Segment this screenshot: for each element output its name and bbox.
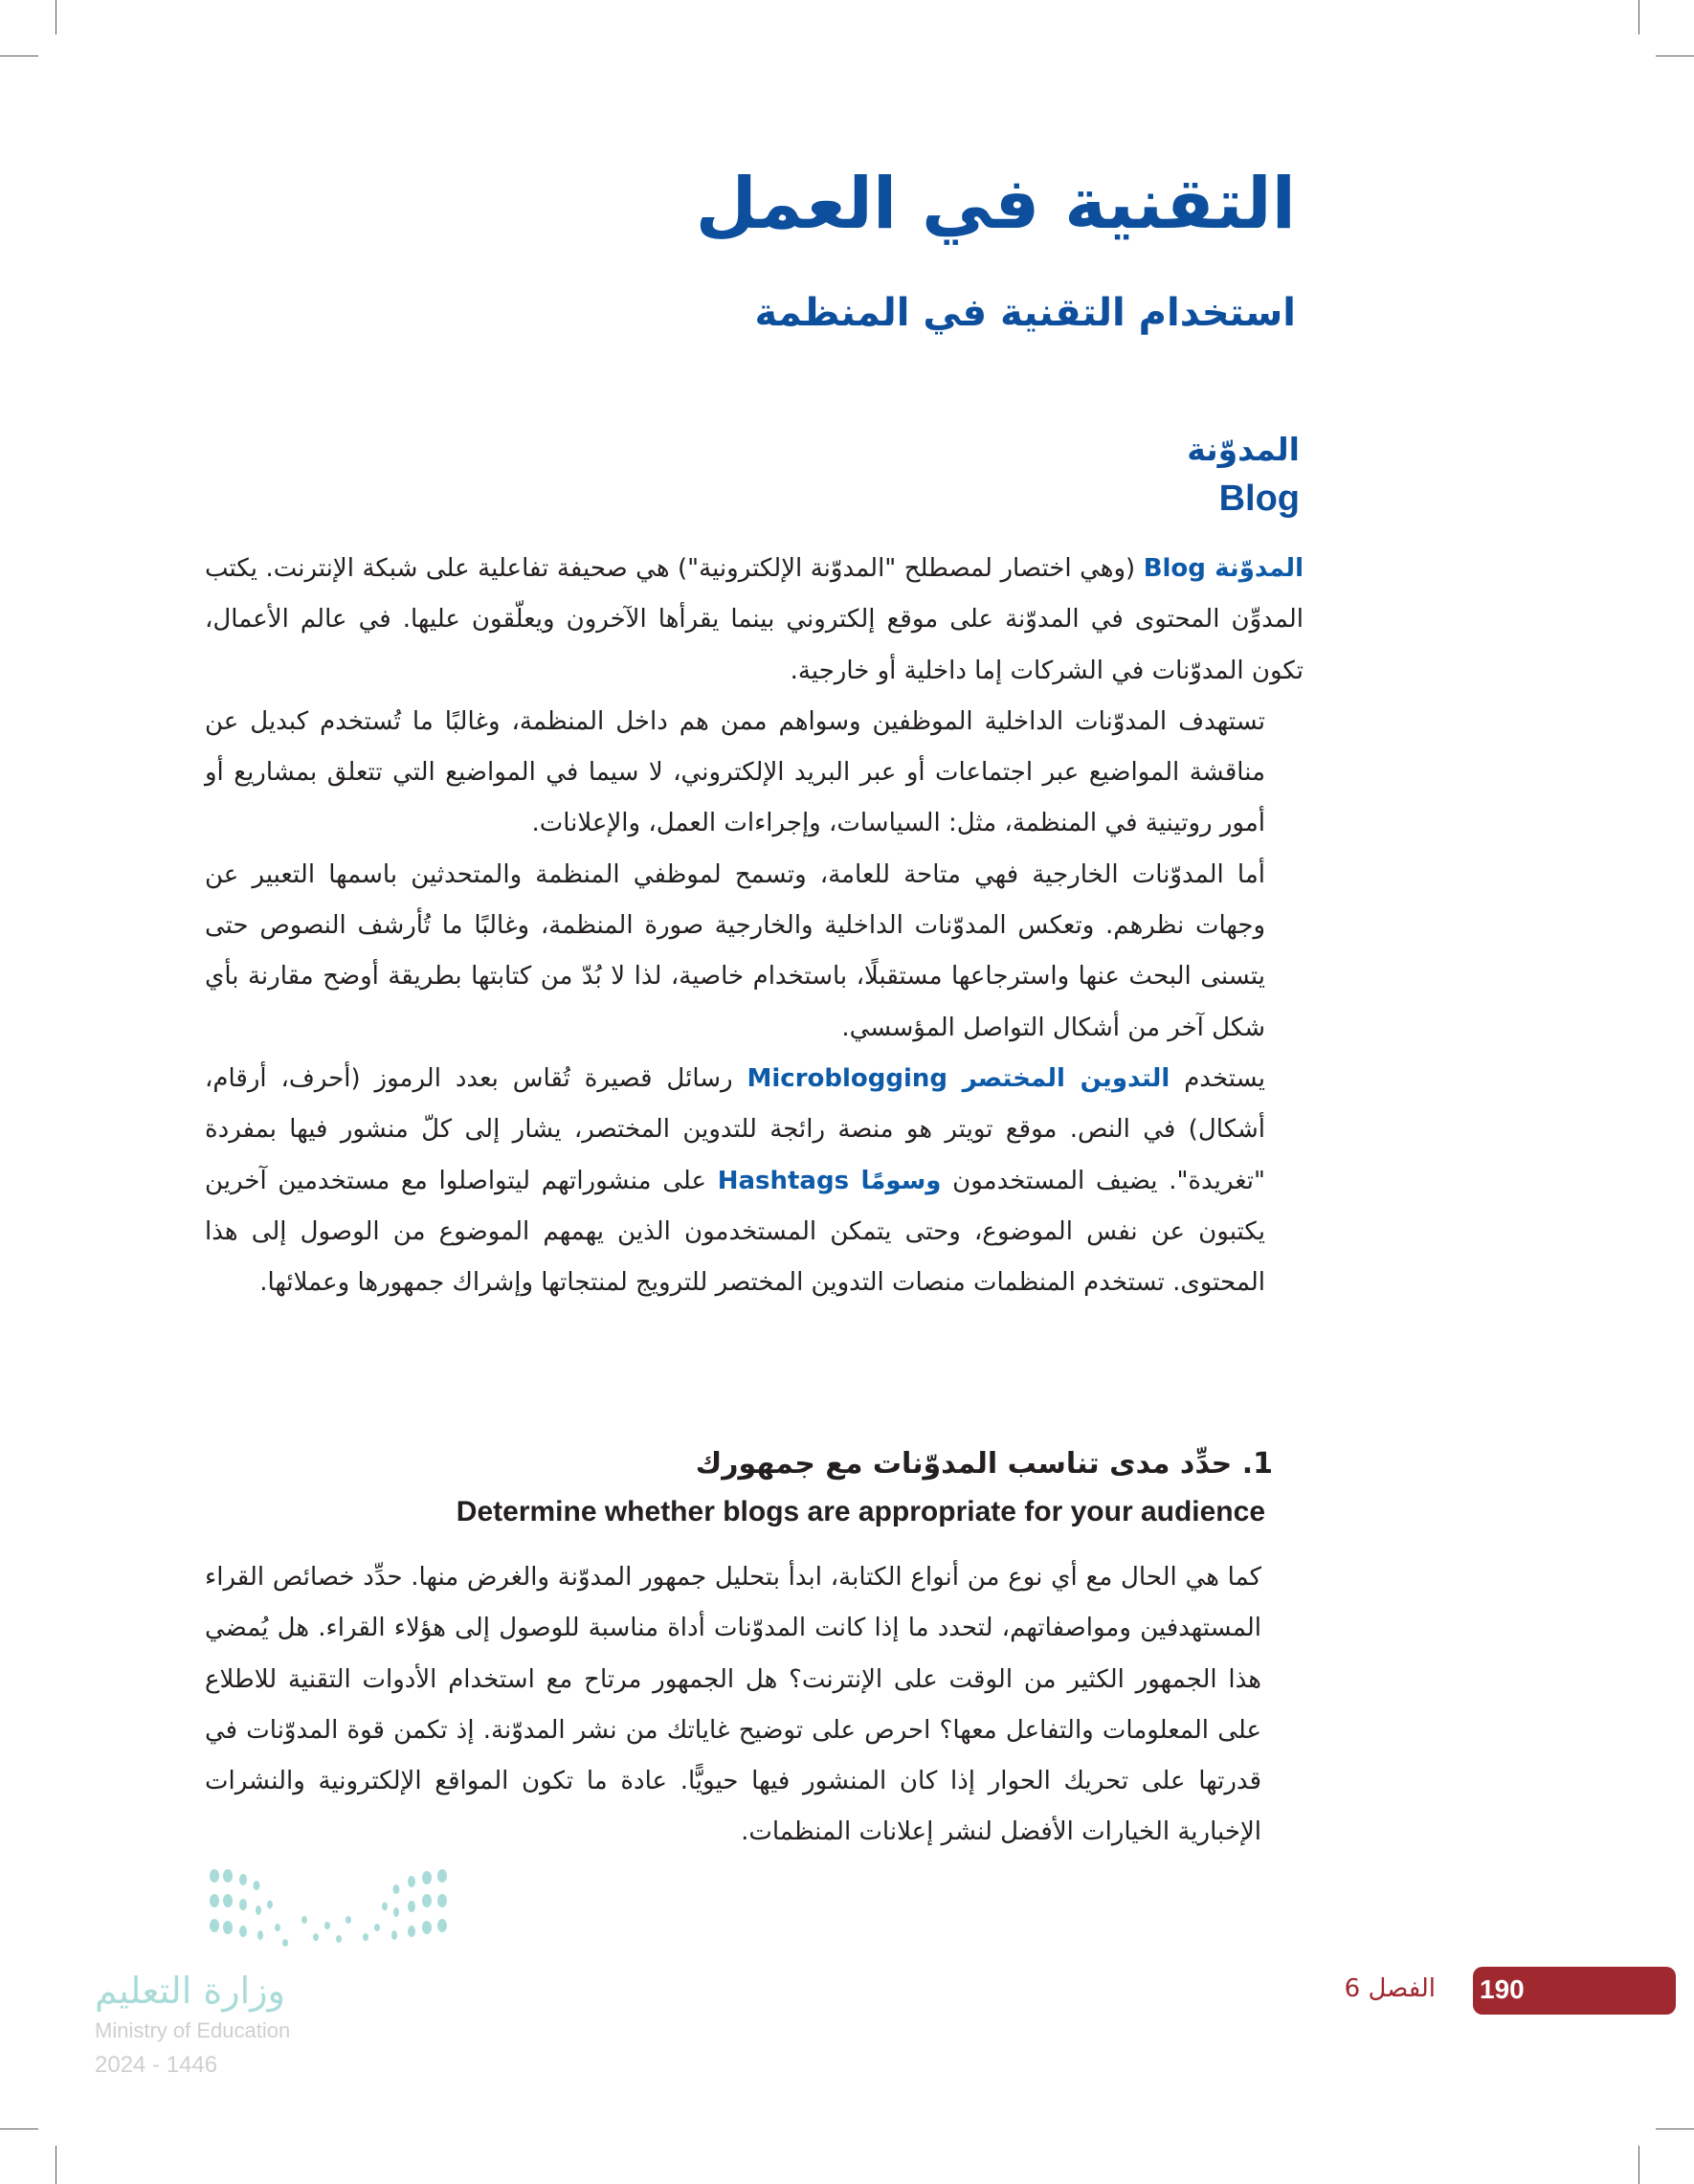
page-title: التقنية في العمل bbox=[695, 163, 1296, 245]
ministry-name-en: Ministry of Education bbox=[95, 2018, 291, 2042]
crop-mark bbox=[1638, 0, 1639, 34]
paragraph-text: يستخدم bbox=[1170, 1063, 1266, 1093]
paragraph bbox=[205, 544, 1304, 697]
paragraph-text: رسائل قصيرة تُقاس بعدد الرموز (أحرف، أرقام، أشكال) في النص. موقع تويتر هو منصة رائجة للتدوين المختصر، يشار إلى كلّ منشور فيها بمفردة "تغريدة". يضيف المستخدمون bbox=[205, 1063, 1266, 1195]
paragraph: كما هي الحال مع أي نوع من أنواع الكتابة، ابدأ بتحليل جمهور المدوّنة والغرض منها. حدِّد خصائص القراء المستهدفين ومواصفاتهم، لتحدد ما إذا كانت المدوّنات أداة مناسبة للوصول إلى هؤلاء القراء. هل يُمضي هذا الجمهور الكثير من الوقت على الإنترنت؟ هل الجمهور مرتاح مع استخدام الأدوات التقنية للاطلاع على المعلومات والتفاعل معها؟ احرص على توضيح غاياتك من نشر المدوّنة. إذ تكمن قوة المدوّنات في قدرتها على تحريك الحوار إذا كان المنشور فيها حيويًّا. عادة ما تكون المواقع الإلكترونية والنشرات الإخبارية الخيارات الأفضل لنشر إعلانات المنظمات. bbox=[205, 1563, 1261, 1847]
paragraph: تستهدف المدوّنات الداخلية الموظفين وسواهم ممن هم داخل المنظمة، وغالبًا ما تُستخدم كبديل عن مناقشة المواضيع عبر اجتماعات أو عبر البريد الإلكتروني، لا سيما في المواضيع التي تتعلق بمشاريع أو أمور روتينية في المنظمة، مثل: السياسات، وإجراءات العمل، والإعلانات. bbox=[205, 706, 1265, 838]
edition-year: 2024 - 1446 bbox=[95, 2052, 218, 2078]
crop-mark bbox=[0, 2128, 38, 2129]
term-microblogging: التدوين المختصر Microblogging bbox=[747, 1063, 1170, 1093]
paragraph-text: على منشوراتهم ليتواصلوا مع مستخدمين آخرين يكتبون عن نفس الموضوع، وحتى يتمكن المستخدمون الذين يهمهم الموضوع من الوصول إلى هذا المحتوى. تستخدم المنظمات منصات التدوين المختصر للترويج لمنتجاتها وإشراك جمهورها وعملائها. bbox=[205, 1166, 1265, 1298]
paragraph bbox=[205, 1054, 1304, 1308]
crop-mark bbox=[1656, 2128, 1694, 2129]
paragraph-text: (وهي اختصار لمصطلح "المدوّنة الإلكترونية") هي صحيفة تفاعلية على شبكة الإنترنت. يكتب المدوِّن المحتوى في المدوّنة على موقع إلكتروني بينما يقرأها الآخرون ويعلّقون عليها. في عالم الأعمال، تكون المدوّنات في الشركات إما داخلية أو خارجية. bbox=[205, 554, 1304, 685]
step-heading-en: Determine whether blogs are appropriate for your audience bbox=[456, 1496, 1265, 1527]
paragraph: أما المدوّنات الخارجية فهي متاحة للعامة، وتسمح لموظفي المنظمة والمتحدثين باسمها التعبير عن وجهات نظرهم. وتعكس المدوّنات الداخلية والخارجية صورة المنظمة، وغالبًا ما تُأرشف النصوص حتى يتسنى البحث عنها واسترجاعها مستقبلًا، باستخدام خاصية، لذا لا بُدّ من كتابتها بطريقة أوضح مقارنة بأي شكل آخر من أشكال التواصل المؤسسي. bbox=[205, 859, 1265, 1042]
term-hashtags: وسومًا Hashtags bbox=[717, 1166, 942, 1195]
chapter-label: الفصل 6 bbox=[1344, 1974, 1436, 2003]
term-blog: المدوّنة Blog bbox=[1143, 554, 1304, 583]
page-number: 190 bbox=[1480, 1974, 1525, 2004]
section-body bbox=[205, 544, 1304, 1308]
section-title-ar: المدوّنة bbox=[1187, 431, 1300, 468]
ministry-name-ar: وزارة التعليم bbox=[95, 1970, 285, 2012]
ministry-logo-icon bbox=[209, 1868, 448, 1949]
step-heading-ar: 1. حدِّد مدى تناسب المدوّنات مع جمهورك bbox=[695, 1447, 1273, 1481]
step-body bbox=[205, 1552, 1261, 1859]
section-title-en: Blog bbox=[1218, 479, 1300, 519]
page-subtitle: استخدام التقنية في المنظمة bbox=[754, 291, 1296, 335]
crop-mark bbox=[1638, 2146, 1639, 2184]
